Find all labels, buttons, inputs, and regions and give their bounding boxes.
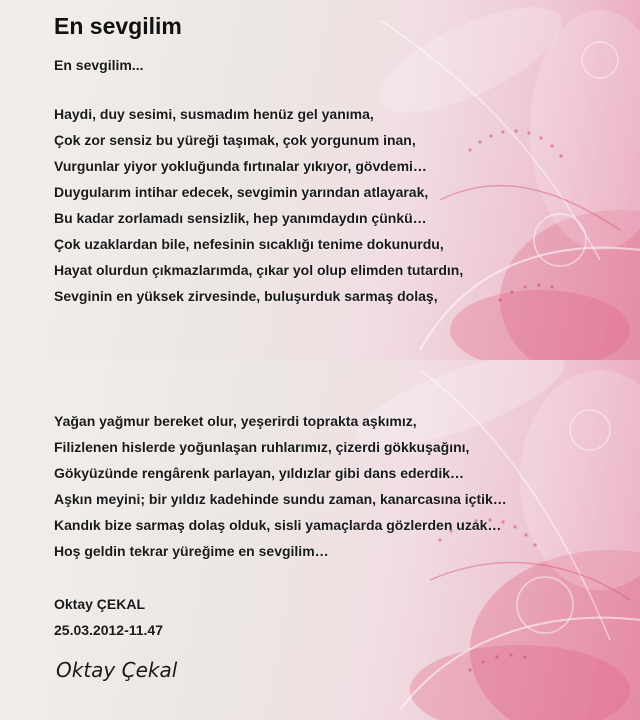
- poem-greeting: En sevgilim...: [54, 57, 144, 73]
- poem-line: Kandık bize sarmaş dolaş olduk, sisli yamaçlarda gözlerden uzak…: [54, 517, 502, 533]
- poem-line: Hayat olurdun çıkmazlarımda, çıkar yol olup elimden tutardın,: [54, 262, 464, 278]
- poem-line: Duygularım intihar edecek, sevgimin yarından atlayarak,: [54, 184, 429, 200]
- poem-line: Sevginin en yüksek zirvesinde, buluşurduk sarmaş dolaş,: [54, 288, 438, 304]
- poem-line: Bu kadar zorlamadı sensizlik, hep yanımdaydın çünkü…: [54, 210, 427, 226]
- poem-line: Vurgunlar yiyor yokluğunda fırtınalar yıkıyor, gövdemi…: [54, 158, 427, 174]
- author-signature: Oktay Çekal: [56, 658, 178, 682]
- poem-author: Oktay ÇEKAL: [54, 596, 146, 612]
- poem-line: Aşkın meyini; bir yıldız kadehinde sundu zaman, kanarcasına içtik…: [54, 491, 507, 507]
- poem-line: Çok uzaklardan bile, nefesinin sıcaklığı tenime dokunurdu,: [54, 236, 444, 252]
- poem-line: Çok zor sensiz bu yüreği taşımak, çok yorgunum inan,: [54, 132, 416, 148]
- poem-line: Hoş geldin tekrar yüreğime en sevgilim…: [54, 543, 329, 559]
- poem-line: Filizlenen hislerde yoğunlaşan ruhlarımız, çizerdi gökkuşağını,: [54, 439, 470, 455]
- poem-date: 25.03.2012-11.47: [54, 622, 163, 638]
- poem-line: Gökyüzünde rengârenk parlayan, yıldızlar gibi dans ederdik…: [54, 465, 465, 481]
- poem-title: En sevgilim: [54, 13, 182, 39]
- poem-line: Haydi, duy sesimi, susmadım henüz gel yanıma,: [54, 106, 374, 122]
- poem-line: Yağan yağmur bereket olur, yeşerirdi toprakta aşkımız,: [54, 413, 417, 429]
